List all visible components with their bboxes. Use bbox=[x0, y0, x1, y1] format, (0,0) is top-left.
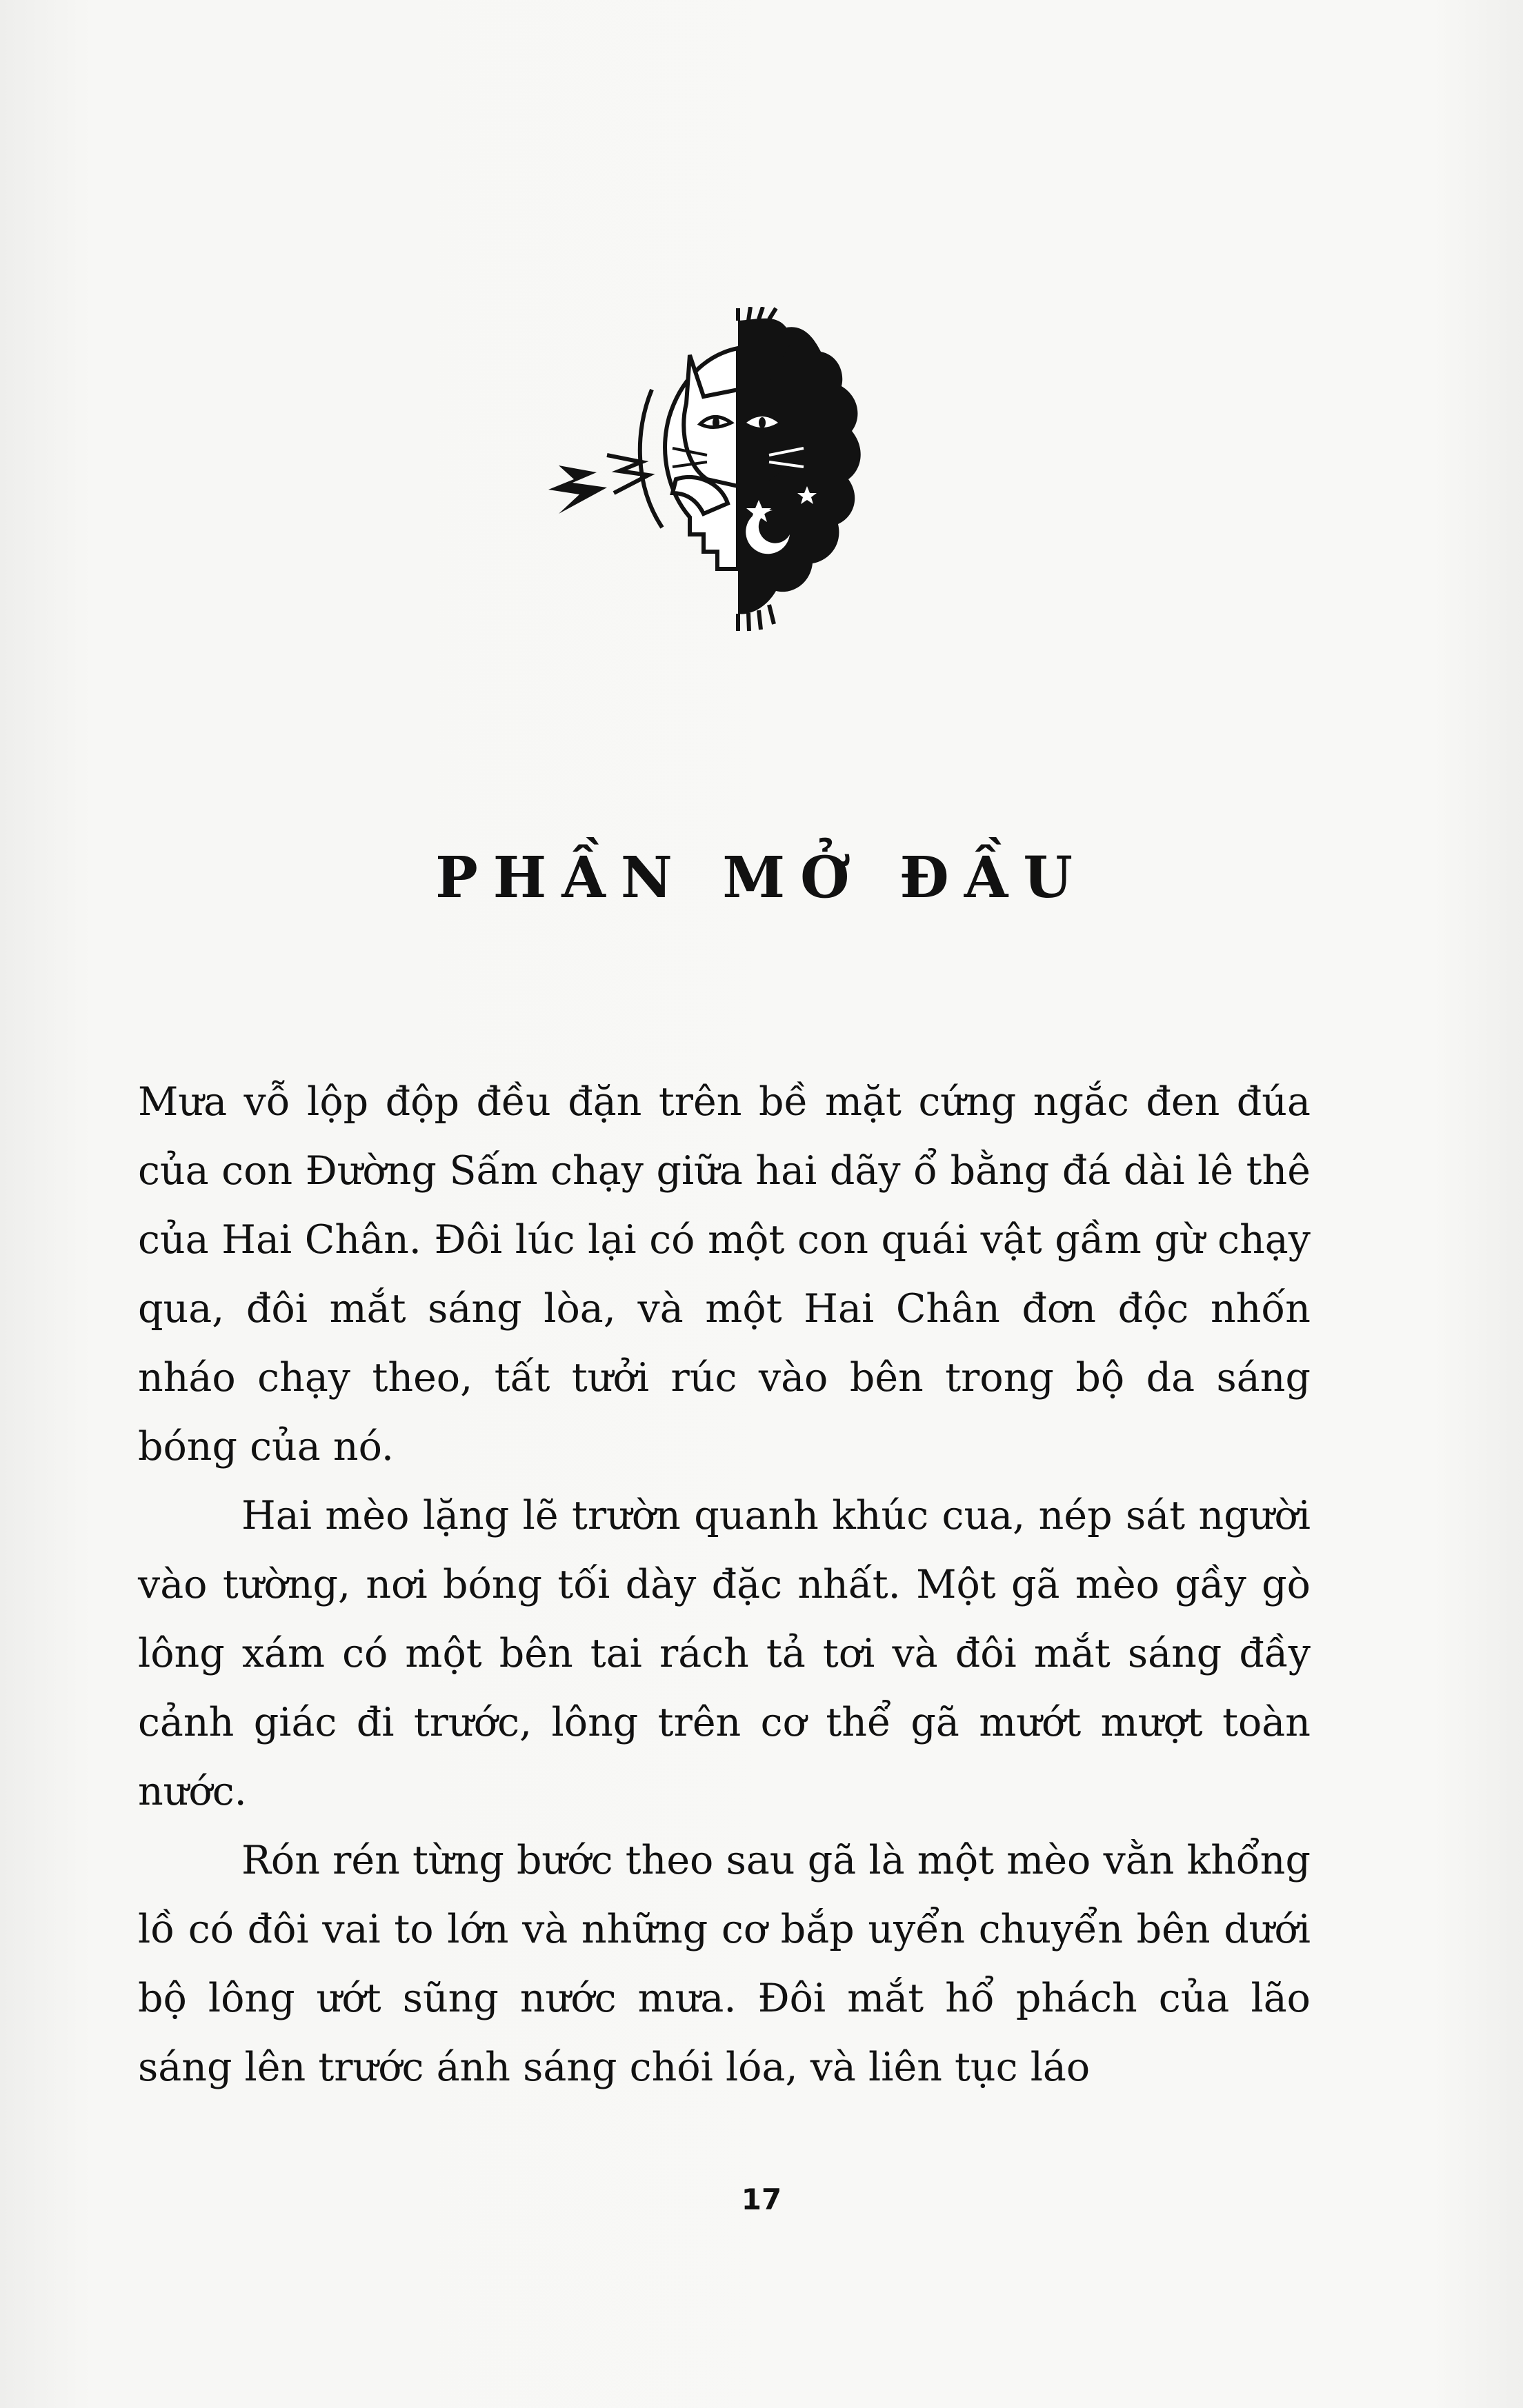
paragraph: Rón rén từng bước theo sau gã là một mèo vằn khổng lồ có đôi vai to lớn và những cơ bắp uyển chuyển bên dưới bộ lông ướt sũng nước mưa. Đôi mắt hổ phách của lão sáng lên trước ánh sáng chói lóa, và liên tục láo bbox=[138, 1838, 1311, 2090]
page-number: 17 bbox=[741, 2183, 782, 2216]
body-text bbox=[138, 1067, 1311, 2102]
paragraph: Hai mèo lặng lẽ trườn quanh khúc cua, nép sát người vào tường, nơi bóng tối dày đặc nhất. Một gã mèo gầy gò lông xám có một bên tai rách tả tơi và đôi mắt sáng đầy cảnh giác đi trước, lông trên cơ thể gã mướt mượt toàn nước. bbox=[138, 1493, 1311, 1814]
chapter-title: PHẦN MỞ ĐẦU bbox=[435, 845, 1088, 911]
cat-emblem-icon bbox=[531, 307, 917, 638]
paragraph: Mưa vỗ lộp độp đều đặn trên bề mặt cứng ngắc đen đúa của con Đường Sấm chạy giữa hai dãy ổ bằng đá dài lê thê của Hai Chân. Đôi lúc lại có một con quái vật gầm gừ chạy qua, đôi mắt sáng lòa, và một Hai Chân đơn độc nhốn nháo chạy theo, tất tưởi rúc vào bên trong bộ da sáng bóng của nó. bbox=[138, 1079, 1311, 1469]
